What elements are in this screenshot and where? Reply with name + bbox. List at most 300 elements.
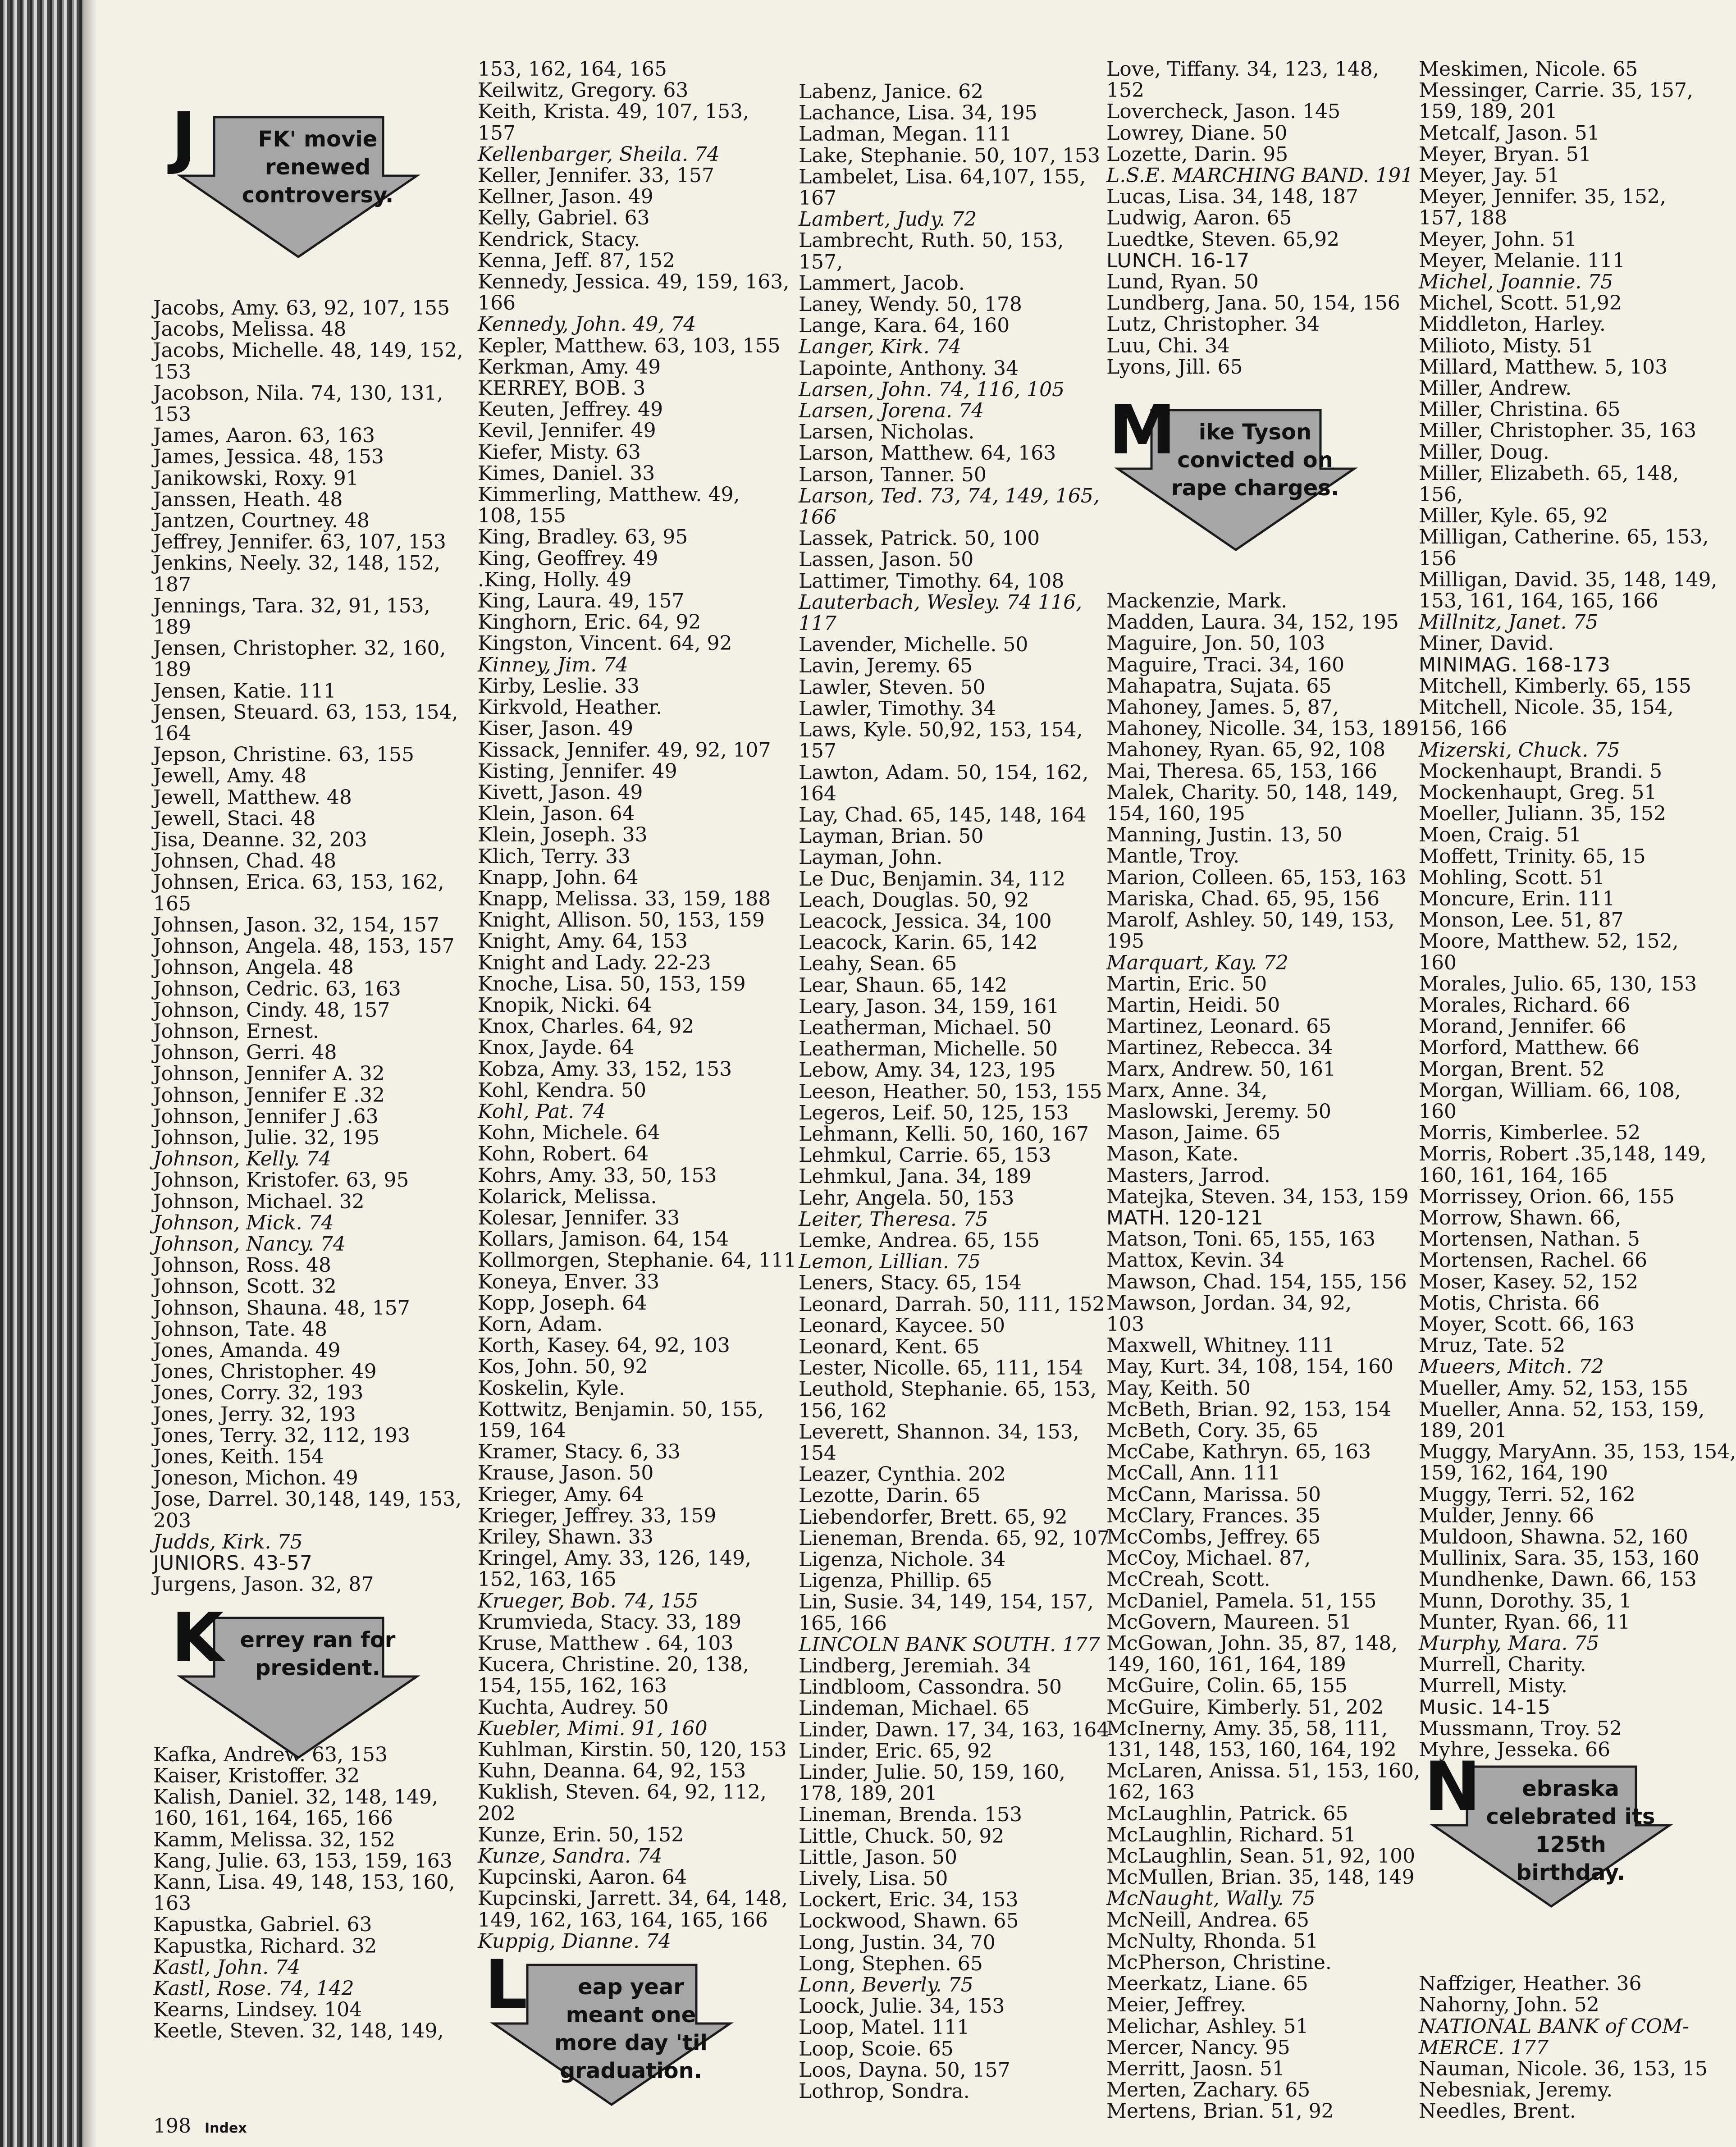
- index-entry: Meyer, John. 51: [1419, 228, 1577, 251]
- index-entry: Mason, Kate.: [1106, 1142, 1239, 1166]
- index-entry: Morris, Robert .35,148, 149,: [1419, 1142, 1707, 1166]
- index-entry: Long, Justin. 34, 70: [799, 1931, 996, 1954]
- index-entry: Jensen, Steuard. 63, 153, 154,: [153, 700, 458, 724]
- section-label: Index: [204, 2120, 247, 2136]
- index-entry: 152, 163, 165: [478, 1568, 617, 1591]
- index-entry: 154, 155, 162, 163: [478, 1674, 667, 1698]
- index-entry: Maguire, Traci. 34, 160: [1106, 653, 1345, 676]
- index-entry: Keith, Krista. 49, 107, 153,: [478, 100, 749, 123]
- index-column-2: [478, 58, 797, 1953]
- index-entry: Keilwitz, Gregory. 63: [478, 79, 689, 102]
- index-entry: Laney, Wendy. 50, 178: [799, 293, 1022, 316]
- index-entry: 149, 162, 163, 164, 165, 166: [478, 1908, 768, 1932]
- index-entry: Lundberg, Jana. 50, 154, 156: [1106, 292, 1400, 315]
- index-entry: .King, Holly. 49: [478, 568, 632, 591]
- index-entry: Jennings, Tara. 32, 91, 153,: [153, 594, 430, 617]
- index-entry: Moen, Craig. 51: [1419, 823, 1582, 847]
- index-entry: Messinger, Carrie. 35, 157,: [1419, 79, 1694, 102]
- index-entry: Lambrecht, Ruth. 50, 153,: [799, 229, 1064, 252]
- index-entry: Mattox, Kevin. 34: [1106, 1249, 1284, 1272]
- index-entry: James, Jessica. 48, 153: [153, 445, 384, 469]
- index-entry: Loos, Dayna. 50, 157: [799, 2058, 1010, 2082]
- index-entry: Kupcinski, Aaron. 64: [478, 1866, 687, 1889]
- index-entry: 163: [153, 1892, 191, 1915]
- index-entry: Lucas, Lisa. 34, 148, 187: [1106, 185, 1358, 209]
- index-entry: 189, 201: [1419, 1419, 1507, 1442]
- index-entry: Moffett, Trinity. 65, 15: [1419, 845, 1646, 868]
- callout-headline: eap year meant one more day 'til graduation.: [554, 1974, 708, 2083]
- index-entry: Kucera, Christine. 20, 138,: [478, 1653, 749, 1676]
- index-entry: Lauterbach, Wesley. 74 116,: [799, 590, 1083, 614]
- index-entry: Morrissey, Orion. 66, 155: [1419, 1185, 1675, 1208]
- index-entry: Morrow, Shawn. 66,: [1419, 1206, 1622, 1229]
- index-entry: Maxwell, Whitney. 111: [1106, 1334, 1335, 1357]
- index-entry: Jurgens, Jason. 32, 87: [153, 1573, 374, 1596]
- index-entry: MERCE. 177: [1419, 2036, 1549, 2059]
- index-entry: Moncure, Erin. 111: [1419, 887, 1615, 910]
- index-entry: Leverett, Shannon. 34, 153,: [799, 1420, 1079, 1444]
- index-entry: Keetle, Steven. 32, 148, 149,: [153, 2019, 444, 2043]
- index-entry: Larson, Tanner. 50: [799, 463, 987, 486]
- index-entry: Kunze, Sandra. 74: [478, 1845, 662, 1868]
- index-entry: Mizerski, Chuck. 75: [1419, 738, 1620, 762]
- index-entry: 153, 161, 164, 165, 166: [1419, 589, 1658, 613]
- index-entry: Ligenza, Phillip. 65: [799, 1569, 992, 1593]
- drop-cap-letter: M: [1109, 391, 1176, 470]
- index-entry: 103: [1106, 1312, 1144, 1336]
- index-entry: Kellenbarger, Sheila. 74: [478, 142, 720, 166]
- index-entry: Koneya, Enver. 33: [478, 1270, 660, 1293]
- index-entry: Johnson, Ernest.: [153, 1019, 319, 1043]
- index-entry: Maslowski, Jeremy. 50: [1106, 1100, 1331, 1123]
- index-entry: Kennedy, Jessica. 49, 159, 163,: [478, 270, 790, 294]
- index-entry: Kimmerling, Matthew. 49,: [478, 483, 740, 507]
- index-entry: Layman, John.: [799, 846, 943, 869]
- callout-headline: ike Tyson convicted on rape charges.: [1171, 420, 1339, 501]
- index-entry: 166: [478, 292, 516, 315]
- index-entry: Kennedy, John. 49, 74: [478, 313, 696, 336]
- index-entry: Jones, Amanda. 49: [153, 1338, 341, 1362]
- index-entry: Mahapatra, Sujata. 65: [1106, 674, 1332, 698]
- index-entry: Morford, Matthew. 66: [1419, 1036, 1640, 1060]
- index-entry: Kramer, Stacy. 6, 33: [478, 1440, 681, 1464]
- index-entry: Jewell, Staci. 48: [153, 807, 316, 830]
- index-entry: Kohn, Michele. 64: [478, 1121, 661, 1145]
- index-entry: Meyer, Bryan. 51: [1419, 142, 1591, 166]
- index-entry: Leonard, Kent. 65: [799, 1335, 980, 1358]
- index-entry: Johnson, Shauna. 48, 157: [153, 1296, 410, 1320]
- index-entry: Moyer, Scott. 66, 163: [1419, 1312, 1635, 1336]
- index-entry: McCoy, Michael. 87,: [1106, 1547, 1311, 1570]
- index-entry: Kafka, Andrew. 63, 153: [153, 1743, 388, 1766]
- index-entry: Johnson, Angela. 48, 153, 157: [153, 935, 455, 958]
- index-entry: McLaughlin, Richard. 51: [1106, 1823, 1357, 1846]
- index-entry: Marion, Colleen. 65, 153, 163: [1106, 866, 1407, 889]
- callout-j: [171, 98, 424, 261]
- index-entry: Layman, Brian. 50: [799, 825, 984, 848]
- index-entry: Mundhenke, Dawn. 66, 153: [1419, 1568, 1697, 1591]
- index-entry: Kiser, Jason. 49: [478, 717, 633, 740]
- index-entry: 157,: [799, 250, 843, 274]
- index-entry: King, Laura. 49, 157: [478, 589, 685, 613]
- index-entry: Mitchell, Kimberly. 65, 155: [1419, 674, 1691, 698]
- index-entry: Linder, Julie. 50, 159, 160,: [799, 1761, 1066, 1784]
- index-entry: Muggy, Terri. 52, 162: [1419, 1483, 1635, 1506]
- index-entry: Leacock, Karin. 65, 142: [799, 931, 1038, 955]
- index-entry: 157: [799, 740, 836, 763]
- index-entry: Korth, Kasey. 64, 92, 103: [478, 1334, 730, 1357]
- index-entry: Knoche, Lisa. 50, 153, 159: [478, 972, 746, 996]
- index-entry: Liebendorfer, Brett. 65, 92: [799, 1505, 1068, 1529]
- index-entry: 131, 148, 153, 160, 164, 192: [1106, 1738, 1397, 1762]
- index-entry: Kimes, Daniel. 33: [478, 461, 655, 485]
- index-entry: Lezotte, Darin. 65: [799, 1484, 981, 1507]
- index-entry: Nebesniak, Jeremy.: [1419, 2078, 1613, 2102]
- index-entry: Kastl, Rose. 74, 142: [153, 1977, 354, 2001]
- index-entry: KERREY, BOB. 3: [478, 377, 646, 400]
- index-entry: Jensen, Christopher. 32, 160,: [153, 637, 446, 660]
- index-entry: Larson, Matthew. 64, 163: [799, 442, 1056, 465]
- index-entry: 156, 166: [1419, 717, 1507, 740]
- index-entry: Lowrey, Diane. 50: [1106, 121, 1288, 145]
- index-entry: 154, 160, 195: [1106, 802, 1245, 826]
- index-entry: Melichar, Ashley. 51: [1106, 2015, 1309, 2038]
- index-entry: Jones, Christopher. 49: [153, 1360, 377, 1384]
- index-entry: Linder, Eric. 65, 92: [799, 1739, 992, 1763]
- index-entry: Kuchta, Audrey. 50: [478, 1695, 669, 1719]
- index-entry: McInerny, Amy. 35, 58, 111,: [1106, 1717, 1388, 1740]
- index-entry: Lapointe, Anthony. 34: [799, 356, 1019, 380]
- index-entry: Kapustka, Gabriel. 63: [153, 1913, 372, 1937]
- drop-cap-letter: N: [1424, 1748, 1481, 1826]
- index-entry: Leacock, Jessica. 34, 100: [799, 909, 1052, 933]
- index-entry: Johnson, Jennifer A. 32: [153, 1062, 385, 1086]
- index-entry: Lester, Nicolle. 65, 111, 154: [799, 1357, 1083, 1380]
- index-entry: Judds, Kirk. 75: [153, 1530, 303, 1553]
- index-entry: Mawson, Chad. 154, 155, 156: [1106, 1270, 1407, 1293]
- index-entry: 153: [153, 403, 191, 426]
- index-entry: Mercer, Nancy. 95: [1106, 2036, 1290, 2059]
- index-entry: Joneson, Michon. 49: [153, 1466, 358, 1490]
- index-entry: McCombs, Jeffrey. 65: [1106, 1525, 1321, 1549]
- index-entry: Kuhlman, Kirstin. 50, 120, 153: [478, 1738, 787, 1762]
- index-entry: McNaught, Wally. 75: [1106, 1887, 1316, 1910]
- index-entry: Mahoney, James. 5, 87,: [1106, 696, 1339, 719]
- index-entry: Miller, Elizabeth. 65, 148,: [1419, 461, 1679, 485]
- index-entry: Morales, Richard. 66: [1419, 993, 1631, 1017]
- index-entry: Mockenhaupt, Greg. 51: [1419, 781, 1657, 804]
- drop-cap-letter: J: [171, 98, 196, 177]
- index-entry: 165: [153, 892, 191, 915]
- index-entry: Jones, Corry. 32, 193: [153, 1381, 364, 1405]
- callout-l: [484, 1946, 737, 2109]
- index-entry: Jisa, Deanne. 32, 203: [153, 828, 367, 852]
- index-entry: Kollars, Jamison. 64, 154: [478, 1228, 729, 1251]
- index-entry: McGuire, Colin. 65, 155: [1106, 1674, 1348, 1698]
- index-entry: Kerkman, Amy. 49: [478, 355, 661, 379]
- callout-headline: errey ran for president.: [240, 1627, 396, 1681]
- index-entry: Mariska, Chad. 65, 95, 156: [1106, 887, 1380, 910]
- index-entry: Murrell, Misty.: [1419, 1674, 1567, 1698]
- index-entry: Kevil, Jennifer. 49: [478, 419, 656, 443]
- index-entry: Lassen, Jason. 50: [799, 548, 974, 571]
- index-entry: Kamm, Melissa. 32, 152: [153, 1828, 396, 1851]
- index-entry: Klein, Jason. 64: [478, 802, 635, 826]
- drop-cap-letter: K: [171, 1599, 224, 1677]
- index-entry: Lehmkul, Carrie. 65, 153: [799, 1144, 1051, 1167]
- index-entry: Lehmkul, Jana. 34, 189: [799, 1165, 1032, 1188]
- index-entry: Mertens, Brian. 51, 92: [1106, 2100, 1334, 2123]
- index-entry: Johnson, Mick. 74: [153, 1211, 334, 1234]
- index-entry: 167: [799, 187, 836, 210]
- index-entry: Ligenza, Nichole. 34: [799, 1548, 1006, 1571]
- index-entry: Knapp, John. 64: [478, 866, 639, 889]
- index-entry: Kalish, Daniel. 32, 148, 149,: [153, 1786, 439, 1809]
- index-entry: Mahoney, Ryan. 65, 92, 108: [1106, 738, 1386, 762]
- index-entry: Needles, Brent.: [1419, 2100, 1576, 2123]
- index-entry: Kringel, Amy. 33, 126, 149,: [478, 1547, 751, 1570]
- index-entry: Miller, Christina. 65: [1419, 398, 1621, 421]
- index-entry: James, Aaron. 63, 163: [153, 424, 375, 448]
- index-entry: Little, Chuck. 50, 92: [799, 1824, 1005, 1848]
- index-entry: Johnsen, Erica. 63, 153, 162,: [153, 871, 444, 894]
- index-entry: Morgan, Brent. 52: [1419, 1057, 1605, 1081]
- index-entry: King, Geoffrey. 49: [478, 547, 658, 570]
- index-entry: Knight and Lady. 22-23: [478, 951, 711, 974]
- index-entry: Kelly, Gabriel. 63: [478, 206, 650, 230]
- index-entry: Naffziger, Heather. 36: [1419, 1972, 1642, 1996]
- index-entry: 156,: [1419, 483, 1463, 507]
- index-entry: Mortensen, Nathan. 5: [1419, 1228, 1640, 1251]
- index-entry: Jacobs, Michelle. 48, 149, 152,: [153, 339, 463, 362]
- index-entry: Meier, Jeffrey.: [1106, 1993, 1247, 2017]
- index-entry: Munn, Dorothy. 35, 1: [1419, 1589, 1632, 1613]
- index-entry: Ludwig, Aaron. 65: [1106, 206, 1292, 230]
- index-entry: Martin, Eric. 50: [1106, 972, 1267, 996]
- index-column-1: [153, 297, 463, 2043]
- index-entry: Lavin, Jeremy. 65: [799, 654, 973, 678]
- index-entry: Miller, Doug.: [1419, 440, 1549, 464]
- index-entry: Jepson, Christine. 63, 155: [153, 743, 414, 767]
- index-entry: Leonard, Darrah. 50, 111, 152: [799, 1293, 1105, 1316]
- index-entry: LINCOLN BANK SOUTH. 177: [799, 1633, 1100, 1656]
- index-entry: Moore, Matthew. 52, 152,: [1419, 930, 1679, 953]
- index-entry: McMullen, Brian. 35, 148, 149: [1106, 1866, 1415, 1889]
- index-entry: McGovern, Maureen. 51: [1106, 1610, 1352, 1634]
- index-entry: Ladman, Megan. 111: [799, 123, 1012, 146]
- index-entry: 165, 166: [799, 1612, 887, 1635]
- index-entry: Nahorny, John. 52: [1419, 1993, 1599, 2017]
- index-entry: Madden, Laura. 34, 152, 195: [1106, 611, 1399, 634]
- index-entry: Mruz, Tate. 52: [1419, 1334, 1566, 1357]
- index-entry: Mortensen, Rachel. 66: [1419, 1249, 1647, 1272]
- index-entry: Murrell, Charity.: [1419, 1653, 1586, 1676]
- index-entry: Lindberg, Jeremiah. 34: [799, 1654, 1032, 1678]
- index-entry: Lake, Stephanie. 50, 107, 153: [799, 144, 1101, 167]
- index-entry: Larsen, Nicholas.: [799, 420, 975, 444]
- index-entry: 160: [1419, 951, 1457, 974]
- index-entry: Mueller, Amy. 52, 153, 155: [1419, 1376, 1689, 1400]
- index-entry: Lyons, Jill. 65: [1106, 355, 1243, 379]
- index-entry: Legeros, Leif. 50, 125, 153: [799, 1101, 1069, 1124]
- index-entry: Krueger, Bob. 74, 155: [478, 1589, 699, 1613]
- index-entry: Luu, Chi. 34: [1106, 334, 1230, 357]
- index-entry: McLaughlin, Patrick. 65: [1106, 1802, 1348, 1825]
- index-entry: Loock, Julie. 34, 153: [799, 1995, 1005, 2018]
- index-entry: Marx, Anne. 34,: [1106, 1078, 1268, 1102]
- index-entry: Lambert, Judy. 72: [799, 208, 977, 231]
- index-entry: Kivett, Jason. 49: [478, 781, 643, 804]
- index-entry: Kisting, Jennifer. 49: [478, 759, 677, 783]
- index-entry: Krumvieda, Stacy. 33, 189: [478, 1610, 741, 1634]
- callout-headline: ebraska celebrated its 125th birthday.: [1486, 1776, 1655, 1885]
- index-entry: 166: [799, 506, 836, 529]
- index-entry: Kopp, Joseph. 64: [478, 1291, 647, 1315]
- index-entry: Meskimen, Nicole. 65: [1419, 58, 1638, 81]
- index-entry: Kann, Lisa. 49, 148, 153, 160,: [153, 1871, 455, 1894]
- index-entry: Jones, Jerry. 32, 193: [153, 1402, 356, 1426]
- index-entry: Langer, Kirk. 74: [799, 335, 961, 359]
- index-entry: MATH. 120-121: [1106, 1206, 1264, 1229]
- index-entry: Johnson, Tate. 48: [153, 1317, 328, 1341]
- index-entry: Michel, Joannie. 75: [1419, 270, 1613, 294]
- index-entry: Martinez, Leonard. 65: [1106, 1015, 1332, 1038]
- index-entry: McCabe, Kathryn. 65, 163: [1106, 1440, 1371, 1464]
- index-entry: Marx, Andrew. 50, 161: [1106, 1057, 1336, 1081]
- index-entry: 156: [1419, 547, 1457, 570]
- index-entry: 189: [153, 616, 191, 639]
- index-entry: LUNCH. 16-17: [1106, 249, 1250, 272]
- index-entry: Long, Stephen. 65: [799, 1952, 983, 1975]
- index-column-4: [1106, 58, 1420, 2123]
- index-entry: Mawson, Jordan. 34, 92,: [1106, 1291, 1352, 1315]
- index-entry: Kuhn, Deanna. 64, 92, 153: [478, 1759, 746, 1783]
- index-entry: Leazer, Cynthia. 202: [799, 1463, 1006, 1486]
- index-entry: NATIONAL BANK of COM-: [1419, 2015, 1690, 2038]
- index-entry: Leahy, Sean. 65: [799, 952, 957, 976]
- index-entry: 157, 188: [1419, 206, 1507, 230]
- index-entry: Mulder, Jenny. 66: [1419, 1504, 1594, 1527]
- index-entry: Marolf, Ashley. 50, 149, 153,: [1106, 909, 1395, 932]
- index-entry: Mullinix, Sara. 35, 153, 160: [1419, 1547, 1699, 1570]
- index-entry: Milligan, David. 35, 148, 149,: [1419, 568, 1718, 591]
- index-entry: Merten, Zachary. 65: [1106, 2078, 1311, 2102]
- page-number: 198: [153, 2115, 191, 2138]
- index-entry: Miller, Andrew.: [1419, 377, 1572, 400]
- index-entry: Kohl, Pat. 74: [478, 1100, 606, 1123]
- index-entry: Kinghorn, Eric. 64, 92: [478, 611, 701, 634]
- drop-cap-letter: L: [484, 1946, 528, 2024]
- index-entry: Meyer, Jennifer. 35, 152,: [1419, 185, 1667, 209]
- index-entry: 195: [1106, 930, 1144, 953]
- index-entry: Lin, Susie. 34, 149, 154, 157,: [799, 1590, 1094, 1614]
- index-entry: Lineman, Brenda. 153: [799, 1803, 1023, 1827]
- index-entry: Milioto, Misty. 51: [1419, 334, 1594, 357]
- index-entry: Kuppig, Dianne. 74: [478, 1929, 672, 1953]
- index-entry: Jenkins, Neely. 32, 148, 152,: [153, 552, 441, 575]
- index-entry: Middleton, Harley.: [1419, 313, 1606, 336]
- index-entry: L.S.E. MARCHING BAND. 191: [1106, 164, 1414, 187]
- index-entry: Kaiser, Kristoffer. 32: [153, 1764, 360, 1787]
- book-spine-edge: [0, 0, 83, 2147]
- index-entry: Knox, Charles. 64, 92: [478, 1015, 694, 1038]
- index-entry: Martin, Heidi. 50: [1106, 993, 1280, 1017]
- index-entry: Lay, Chad. 65, 145, 148, 164: [799, 803, 1087, 827]
- index-entry: Lange, Kara. 64, 160: [799, 314, 1010, 338]
- index-entry: Mueers, Mitch. 72: [1419, 1355, 1604, 1379]
- index-entry: Kirby, Leslie. 33: [478, 674, 640, 698]
- index-entry: Jones, Keith. 154: [153, 1445, 324, 1468]
- index-entry: Morales, Julio. 65, 130, 153: [1419, 972, 1697, 996]
- index-entry: Johnsen, Jason. 32, 154, 157: [153, 913, 439, 936]
- index-entry: Jewell, Amy. 48: [153, 764, 306, 788]
- index-entry: Kissack, Jennifer. 49, 92, 107: [478, 738, 771, 762]
- index-entry: McClary, Frances. 35: [1106, 1504, 1321, 1527]
- index-entry: Love, Tiffany. 34, 123, 148,: [1106, 58, 1379, 81]
- index-entry: 157: [478, 121, 516, 145]
- index-entry: Keller, Jennifer. 33, 157: [478, 164, 714, 187]
- index-entry: 159, 164: [478, 1419, 566, 1442]
- index-entry: Marquart, Kay. 72: [1106, 951, 1288, 974]
- index-entry: Jewell, Matthew. 48: [153, 786, 352, 809]
- index-entry: Morgan, William. 66, 108,: [1419, 1078, 1681, 1102]
- index-entry: May, Keith. 50: [1106, 1376, 1251, 1400]
- index-entry: Kohl, Kendra. 50: [478, 1078, 647, 1102]
- index-entry: Johnson, Gerri. 48: [153, 1041, 337, 1064]
- index-entry: Johnson, Cindy. 48, 157: [153, 998, 390, 1022]
- index-entry: Leary, Jason. 34, 159, 161: [799, 995, 1060, 1018]
- index-entry: McDaniel, Pamela. 51, 155: [1106, 1589, 1377, 1613]
- index-entry: Keuten, Jeffrey. 49: [478, 398, 663, 421]
- index-entry: 156, 162: [799, 1399, 887, 1422]
- index-entry: Kunze, Erin. 50, 152: [478, 1823, 684, 1846]
- index-entry: Kastl, John. 74: [153, 1955, 301, 1979]
- index-entry: King, Bradley. 63, 95: [478, 525, 688, 549]
- index-entry: McNeill, Andrea. 65: [1106, 1908, 1309, 1932]
- index-entry: 162, 163: [1106, 1781, 1195, 1804]
- index-entry: 160, 161, 164, 165, 166: [153, 1807, 393, 1830]
- index-entry: Kohrs, Amy. 33, 50, 153: [478, 1164, 717, 1187]
- index-entry: 159, 162, 164, 190: [1419, 1462, 1608, 1485]
- index-entry: Kang, Julie. 63, 153, 159, 163: [153, 1849, 452, 1873]
- index-entry: Muggy, MaryAnn. 35, 153, 154,: [1419, 1440, 1736, 1464]
- index-entry: Krause, Jason. 50: [478, 1462, 654, 1485]
- index-entry: Miller, Christopher. 35, 163: [1419, 419, 1696, 443]
- index-entry: Lear, Shaun. 65, 142: [799, 973, 1007, 997]
- index-entry: Lambelet, Lisa. 64,107, 155,: [799, 165, 1086, 188]
- index-entry: Johnsen, Chad. 48: [153, 850, 337, 873]
- index-entry: Jantzen, Courtney. 48: [153, 509, 370, 533]
- index-entry: Munter, Ryan. 66, 11: [1419, 1610, 1631, 1634]
- index-entry: Leuthold, Stephanie. 65, 153,: [799, 1378, 1097, 1401]
- index-entry: Kruse, Matthew . 64, 103: [478, 1632, 734, 1655]
- index-entry: Little, Jason. 50: [799, 1846, 957, 1869]
- index-entry: McLaughlin, Sean. 51, 92, 100: [1106, 1845, 1416, 1868]
- index-entry: McCreah, Scott.: [1106, 1568, 1270, 1591]
- index-entry: Kos, John. 50, 92: [478, 1355, 648, 1379]
- index-entry: Klein, Joseph. 33: [478, 823, 648, 847]
- index-entry: Milligan, Catherine. 65, 153,: [1419, 525, 1709, 549]
- index-entry: Jose, Darrel. 30,148, 149, 153,: [153, 1488, 462, 1511]
- index-entry: Larson, Ted. 73, 74, 149, 165,: [799, 484, 1100, 507]
- index-entry: Muldoon, Shawna. 52, 160: [1419, 1526, 1688, 1549]
- index-entry: Kuebler, Mimi. 91, 160: [478, 1717, 708, 1740]
- index-entry: Lonn, Beverly. 75: [799, 1973, 973, 1997]
- index-entry: Meyer, Jay. 51: [1419, 164, 1560, 187]
- index-entry: Kuklish, Steven. 64, 92, 112,: [478, 1781, 767, 1804]
- index-entry: Kupcinski, Jarrett. 34, 64, 148,: [478, 1887, 788, 1910]
- index-column-3: [799, 80, 1110, 2103]
